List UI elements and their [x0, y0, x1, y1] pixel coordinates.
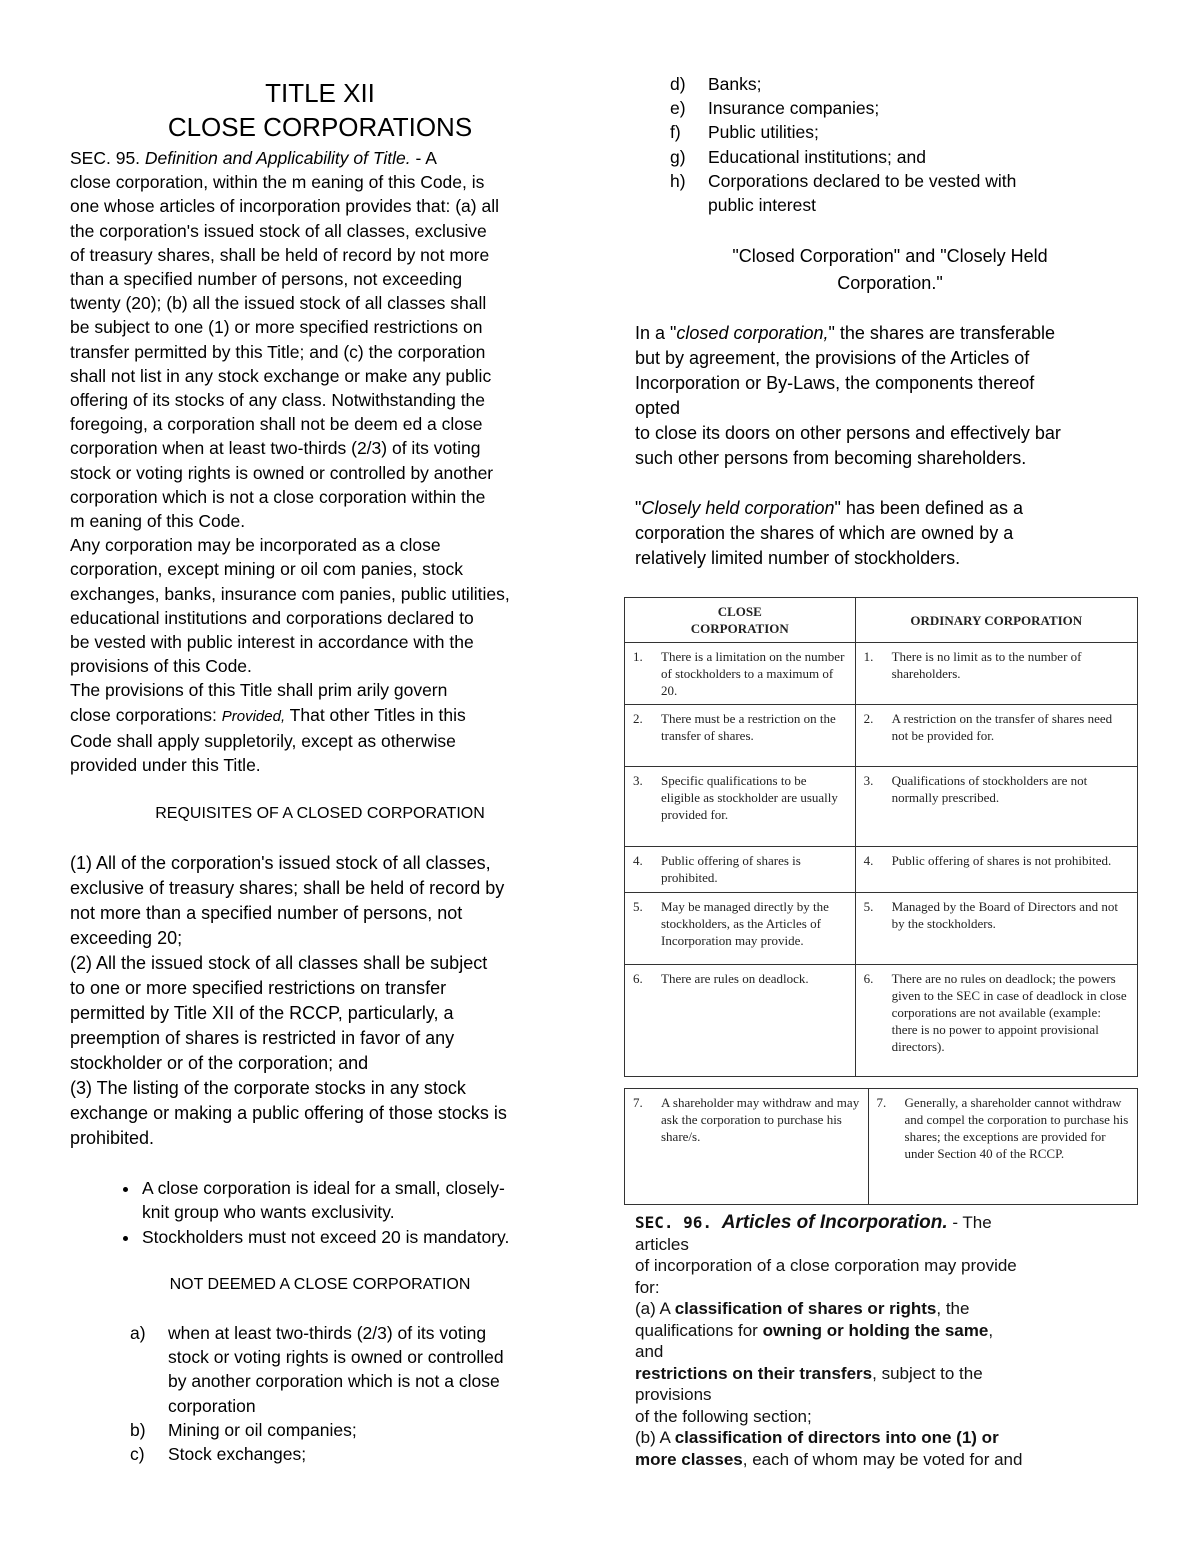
- text-line: [70, 703, 570, 729]
- row-number: 3.: [633, 773, 643, 788]
- list-item: [670, 169, 1145, 217]
- text-line: [635, 1298, 1145, 1320]
- table-row: [625, 893, 1138, 965]
- text-line: prohibited.: [70, 1128, 155, 1149]
- text-span: close corporations:: [70, 704, 222, 725]
- text-span: by another corporation which is not a close: [168, 1371, 500, 1392]
- text-line: such other persons from becoming shareholders.: [635, 448, 1027, 469]
- requisites-list: [70, 851, 570, 1151]
- text-span: , each of whom may be voted for and: [742, 1449, 1023, 1469]
- row-number: 1.: [863, 649, 874, 664]
- text-span: - The: [947, 1213, 992, 1232]
- text-line: the corporation's issued stock of all classes, exclusive: [70, 220, 487, 241]
- text-line: [635, 1449, 1145, 1471]
- row-number: 5.: [633, 899, 643, 914]
- text-span: Insurance companies;: [708, 98, 880, 119]
- text-span: when at least two-thirds (2/3) of its voting: [168, 1322, 487, 1343]
- cell-text: Managed by the Board of Directors and not by the stockholders.: [891, 899, 1118, 931]
- row-number: 6.: [633, 971, 643, 986]
- left-column: [70, 0, 570, 1466]
- table-row: [625, 705, 1138, 767]
- text-line: than a specified number of persons, not exceeding: [70, 269, 463, 290]
- cell-text: A restriction on the transfer of shares need not be provided for.: [891, 711, 1113, 743]
- comparison-table-continued: [624, 1088, 1138, 1205]
- table-row: [625, 965, 1138, 1077]
- closed-corporation-paragraph: [635, 321, 1145, 471]
- table-cell: [625, 643, 856, 705]
- table-cell: [625, 847, 856, 893]
- text-span: (a) A: [635, 1299, 675, 1318]
- list-item: [670, 145, 1145, 169]
- text-line: close corporation, within the m eaning of this Code, is: [70, 172, 485, 193]
- cell-text: Generally, a shareholder cannot withdraw and compel the corporation to purchase his shares; the exceptions are provided for under Section 40 of the RCCP.: [904, 1095, 1129, 1161]
- text-line: transfer permitted by this Title; and (c) the corporation: [70, 341, 486, 362]
- row-number: 1.: [633, 649, 643, 664]
- text-line: (3) The listing of the corporate stocks in any stock: [70, 1078, 466, 1099]
- table-cell: [855, 767, 1137, 847]
- text-line: (1) All of the corporation's issued stock of all classes,: [70, 853, 491, 874]
- text-line: provisions: [635, 1385, 712, 1404]
- list-letter: d): [670, 74, 686, 94]
- text-span: " has been defined as a: [834, 498, 1024, 519]
- text-line: [635, 321, 1145, 346]
- right-column: [635, 0, 1145, 571]
- text-line: stockholder or of the corporation; and: [70, 1053, 369, 1074]
- header-text: CLOSE: [717, 604, 762, 619]
- text-line: shall not list in any stock exchange or make any public: [70, 365, 492, 386]
- row-number: 7.: [633, 1095, 643, 1110]
- closely-held-paragraph: [635, 496, 1145, 571]
- table-cell: [855, 965, 1137, 1077]
- list-item: [670, 72, 1145, 96]
- text-line: corporation when at least two-thirds (2/3) of its voting: [70, 438, 481, 459]
- text-line: The provisions of this Title shall prim arily govern: [70, 680, 448, 701]
- sec95-heading: [70, 146, 570, 170]
- list-item: [130, 1418, 570, 1442]
- text-span: " the shares are transferable: [828, 323, 1056, 344]
- text-line: exceeding 20;: [70, 928, 183, 949]
- list-item: [130, 1321, 570, 1418]
- not-deemed-list: [70, 1321, 570, 1466]
- text-line: exchange or making a public offering of those stocks is: [70, 1103, 507, 1124]
- bold-term: restrictions on their transfers: [635, 1363, 873, 1383]
- text-span: Stock exchanges;: [168, 1443, 307, 1464]
- text-line: corporation which is not a close corporation within the: [70, 486, 486, 507]
- row-number: 2.: [863, 711, 874, 726]
- text-line: [635, 1320, 1145, 1342]
- table-row: [625, 643, 1138, 705]
- text-span: Stockholders must not exceed 20 is mandatory.: [142, 1226, 510, 1247]
- list-item: [130, 1442, 570, 1466]
- table-cell: [855, 847, 1137, 893]
- text-line: (2) All the issued stock of all classes shall be subject: [70, 953, 488, 974]
- sec95-dash: - A: [410, 148, 437, 168]
- text-line: [635, 1427, 1145, 1449]
- header-text: CORPORATION: [690, 621, 789, 636]
- sec95-label: SEC. 95.: [70, 148, 145, 168]
- cell-text: Qualifications of stockholders are not normally prescribed.: [891, 773, 1088, 805]
- requisites-heading: REQUISITES OF A CLOSED CORPORATION: [155, 805, 485, 823]
- table-cell: [625, 893, 856, 965]
- text-line: Code shall apply suppletorily, except as otherwise: [70, 730, 456, 751]
- sec95-title: Definition and Applicability of Title.: [144, 148, 411, 168]
- text-line: Any corporation may be incorporated as a close: [70, 535, 441, 556]
- table-row: [625, 1089, 1138, 1205]
- text-line: to one or more specified restrictions on transfer: [70, 978, 447, 999]
- provided-italic: Provided,: [221, 707, 286, 725]
- table-cell: [855, 705, 1137, 767]
- text-span: , subject to the: [872, 1363, 983, 1383]
- row-number: 5.: [863, 899, 874, 914]
- header-ordinary: ORDINARY CORPORATION: [855, 598, 1137, 643]
- text-line: corporation the shares of which are owned by a: [635, 523, 1014, 544]
- text-line: relatively limited number of stockholders.: [635, 548, 961, 569]
- sec96-title: Articles of Incorporation.: [721, 1212, 948, 1233]
- not-deemed-list-continued: [635, 72, 1145, 217]
- text-line: not more than a specified number of persons, not: [70, 903, 463, 924]
- text-line: be subject to one (1) or more specified restrictions on: [70, 317, 483, 338]
- text-line: of treasury shares, shall be held of record by not more: [70, 244, 490, 265]
- text-span: Public utilities;: [708, 122, 819, 143]
- list-letter: e): [670, 98, 686, 119]
- italic-term: closed corporation,: [676, 323, 829, 344]
- header-close: [625, 598, 856, 643]
- heading-line: Corporation.": [837, 273, 943, 294]
- sec96-section: [635, 1212, 1145, 1470]
- text-span: qualifications for: [635, 1320, 763, 1340]
- table-cell: [855, 893, 1137, 965]
- text-line: exchanges, banks, insurance com panies, public utilities,: [70, 583, 510, 604]
- table-cell: [625, 1089, 869, 1205]
- cell-text: May be managed directly by the stockholders, as the Articles of Incorporation may provide.: [661, 899, 829, 948]
- title-line-1: TITLE XII: [265, 78, 375, 108]
- table-row: [625, 847, 1138, 893]
- text-span: That other Titles in this: [285, 704, 466, 725]
- text-line: of incorporation of a close corporation may provide: [635, 1256, 1017, 1275]
- text-line: for:: [635, 1277, 660, 1297]
- table-cell: [625, 767, 856, 847]
- text-line: permitted by Title XII of the RCCP, particularly, a: [70, 1003, 454, 1024]
- table-cell: [868, 1089, 1137, 1205]
- list-letter: f): [670, 122, 681, 143]
- bullet-list: [70, 1176, 570, 1249]
- table-cell: [625, 965, 856, 1077]
- table-cell: [855, 643, 1137, 705]
- text-line: exclusive of treasury shares; shall be held of record by: [70, 878, 505, 899]
- text-span: knit group who wants exclusivity.: [142, 1202, 395, 1223]
- text-span: ,: [988, 1320, 994, 1340]
- row-number: 3.: [863, 773, 874, 788]
- text-span: corporation: [168, 1395, 256, 1416]
- bullet-item: [140, 1225, 570, 1249]
- text-span: public interest: [708, 195, 816, 216]
- cell-text: A shareholder may withdraw and may ask the corporation to purchase his share/s.: [661, 1095, 860, 1144]
- list-letter: c): [130, 1443, 145, 1464]
- comparison-table: [624, 597, 1138, 1077]
- closed-vs-heading: [635, 243, 1145, 297]
- row-number: 2.: [633, 711, 643, 726]
- text-span: , the: [936, 1299, 970, 1318]
- text-line: one whose articles of incorporation provides that: (a) all: [70, 196, 499, 217]
- text-line: m eaning of this Code.: [70, 511, 246, 532]
- list-letter: b): [130, 1419, 146, 1440]
- table-cell: [625, 705, 856, 767]
- text-span: A close corporation is ideal for a small, closely-: [142, 1178, 505, 1199]
- text-line: to close its doors on other persons and effectively bar: [635, 423, 1061, 444]
- text-line: offering of its stocks of any class. Notwithstanding the: [70, 390, 486, 411]
- text-span: stock or voting rights is owned or controlled: [168, 1347, 504, 1368]
- text-span: (b) A: [635, 1428, 675, 1447]
- text-line: educational institutions and corporations declared to: [70, 607, 474, 628]
- cell-text: There must be a restriction on the transfer of shares.: [661, 711, 836, 743]
- text-span: Banks;: [708, 74, 762, 94]
- text-line: and: [635, 1342, 664, 1361]
- cell-text: Specific qualifications to be eligible as stockholder are usually provided for.: [661, 773, 838, 822]
- list-letter: h): [670, 170, 686, 191]
- table-header-row: [625, 598, 1138, 643]
- text-line: preemption of shares is restricted in favor of any: [70, 1028, 455, 1049]
- cell-text: Public offering of shares is not prohibited.: [891, 853, 1112, 868]
- text-line: provisions of this Code.: [70, 656, 252, 677]
- heading-line: "Closed Corporation" and "Closely Held: [732, 246, 1048, 267]
- text-span: Mining or oil companies;: [168, 1419, 357, 1440]
- text-line: Incorporation or By-Laws, the components thereof: [635, 373, 1035, 394]
- cell-text: Public offering of shares is prohibited.: [661, 853, 801, 885]
- bold-term: more classes: [635, 1449, 743, 1469]
- list-item: [670, 96, 1145, 120]
- cell-text: There is no limit as to the number of shareholders.: [891, 649, 1082, 681]
- text-line: articles: [635, 1234, 689, 1254]
- italic-term: Closely held corporation: [641, 498, 835, 519]
- sec96-label: SEC. 96.: [635, 1213, 722, 1232]
- bullet-item: [140, 1176, 570, 1224]
- text-line: provided under this Title.: [70, 755, 261, 776]
- text-line: opted: [635, 398, 681, 419]
- cell-text: There are rules on deadlock.: [661, 971, 809, 986]
- text-line: but by agreement, the provisions of the Articles of: [635, 348, 1030, 369]
- text-span: Corporations declared to be vested with: [708, 170, 1017, 191]
- sec95-section: [70, 146, 570, 777]
- row-number: 4.: [863, 853, 874, 868]
- text-span: In a ": [635, 323, 677, 344]
- cell-text: There is a limitation on the number of stockholders to a maximum of 20.: [661, 649, 845, 698]
- row-number: 7.: [876, 1095, 887, 1110]
- bold-term: classification of directors into one (1) or: [674, 1428, 999, 1447]
- text-span: Educational institutions; and: [708, 146, 926, 167]
- list-letter: g): [670, 146, 686, 167]
- title-line-2: CLOSE CORPORATIONS: [167, 112, 473, 142]
- list-item: [670, 120, 1145, 144]
- text-line: of the following section;: [635, 1406, 812, 1426]
- bold-term: owning or holding the same: [762, 1320, 989, 1340]
- list-letter: a): [130, 1322, 146, 1343]
- bold-term: classification of shares or rights: [674, 1299, 937, 1318]
- text-line: [635, 496, 1145, 521]
- row-number: 4.: [633, 853, 643, 868]
- text-line: corporation, except mining or oil com panies, stock: [70, 559, 463, 580]
- text-line: [635, 1363, 1145, 1385]
- sec96-heading: [635, 1212, 1145, 1234]
- text-line: stock or voting rights is owned or controlled by another: [70, 462, 494, 483]
- text-span: ": [635, 498, 642, 519]
- text-line: foregoing, a corporation shall not be deem ed a close: [70, 414, 483, 435]
- table-row: [625, 767, 1138, 847]
- cell-text: There are no rules on deadlock; the powers given to the SEC in case of deadlock in close corporations are not available (example: there is no power to appoint provisional directors).: [891, 971, 1127, 1054]
- row-number: 6.: [863, 971, 874, 986]
- text-line: be vested with public interest in accordance with the: [70, 632, 474, 653]
- text-line: twenty (20); (b) all the issued stock of all classes shall: [70, 293, 487, 314]
- not-deemed-heading: NOT DEEMED A CLOSE CORPORATION: [169, 1275, 471, 1293]
